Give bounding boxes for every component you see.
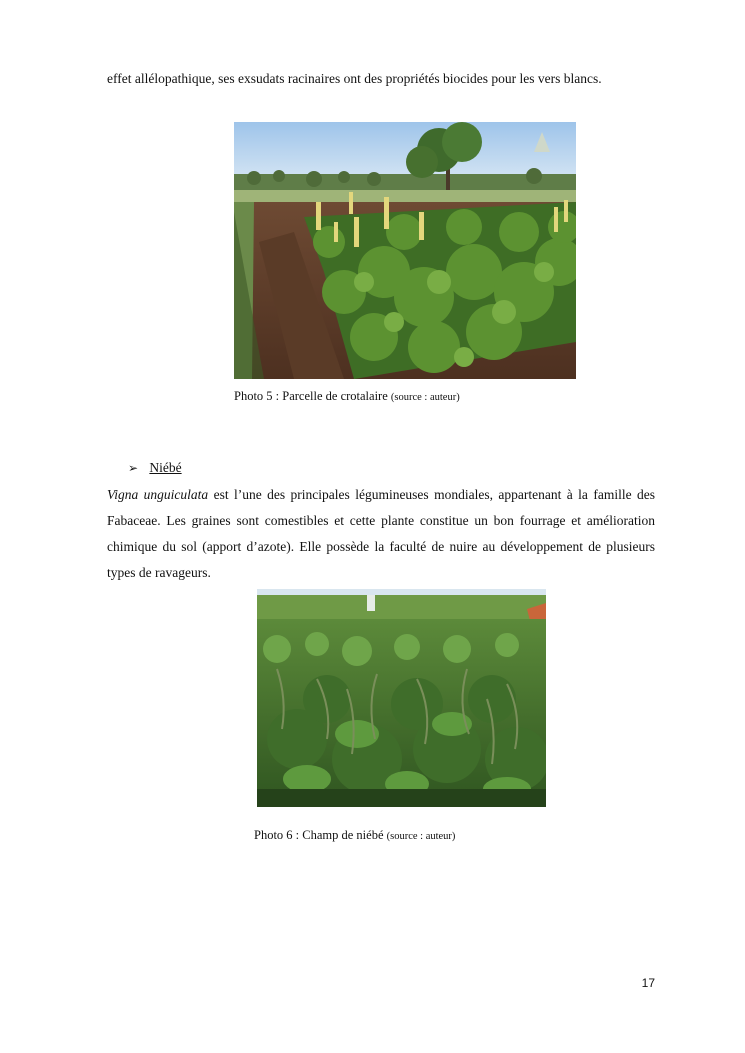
paragraph-allelopathy bbox=[107, 66, 655, 92]
photo6-caption-main: Photo 6 : Champ de niébé bbox=[254, 828, 384, 842]
photo5-caption bbox=[234, 388, 460, 406]
paragraph-allelopathy-text: effet allélopathique, ses exsudats racinaires ont des propriétés biocides pour les vers blancs. bbox=[107, 71, 602, 86]
photo6-caption-source: (source : auteur) bbox=[386, 831, 456, 842]
photo5-caption-main: Photo 5 : Parcelle de crotalaire bbox=[234, 389, 388, 403]
arrow-bullet-icon: ➢ bbox=[128, 461, 139, 475]
photo6-caption bbox=[254, 827, 455, 845]
photo-crotalaire-plot bbox=[234, 122, 576, 379]
page-number: 17 bbox=[641, 976, 655, 990]
photo-niebe-field bbox=[257, 589, 546, 807]
paragraph-vigna bbox=[107, 482, 655, 586]
section-heading-niebe bbox=[128, 458, 182, 478]
photo5-caption-source: (source : auteur) bbox=[390, 392, 460, 403]
paragraph-vigna-text: est l’une des principales légumineuses mondiales, appartenant à la famille des Fabaceae. Les graines sont comestibles et cette plante constitue un bon fourrage et amélioration chimique du sol (apport d’azote). Elle possède la faculté de nuire au développement de plusieurs types de ravageurs. bbox=[107, 487, 655, 580]
section-title: Niébé bbox=[149, 460, 182, 475]
species-name: Vigna unguiculata bbox=[107, 487, 209, 502]
